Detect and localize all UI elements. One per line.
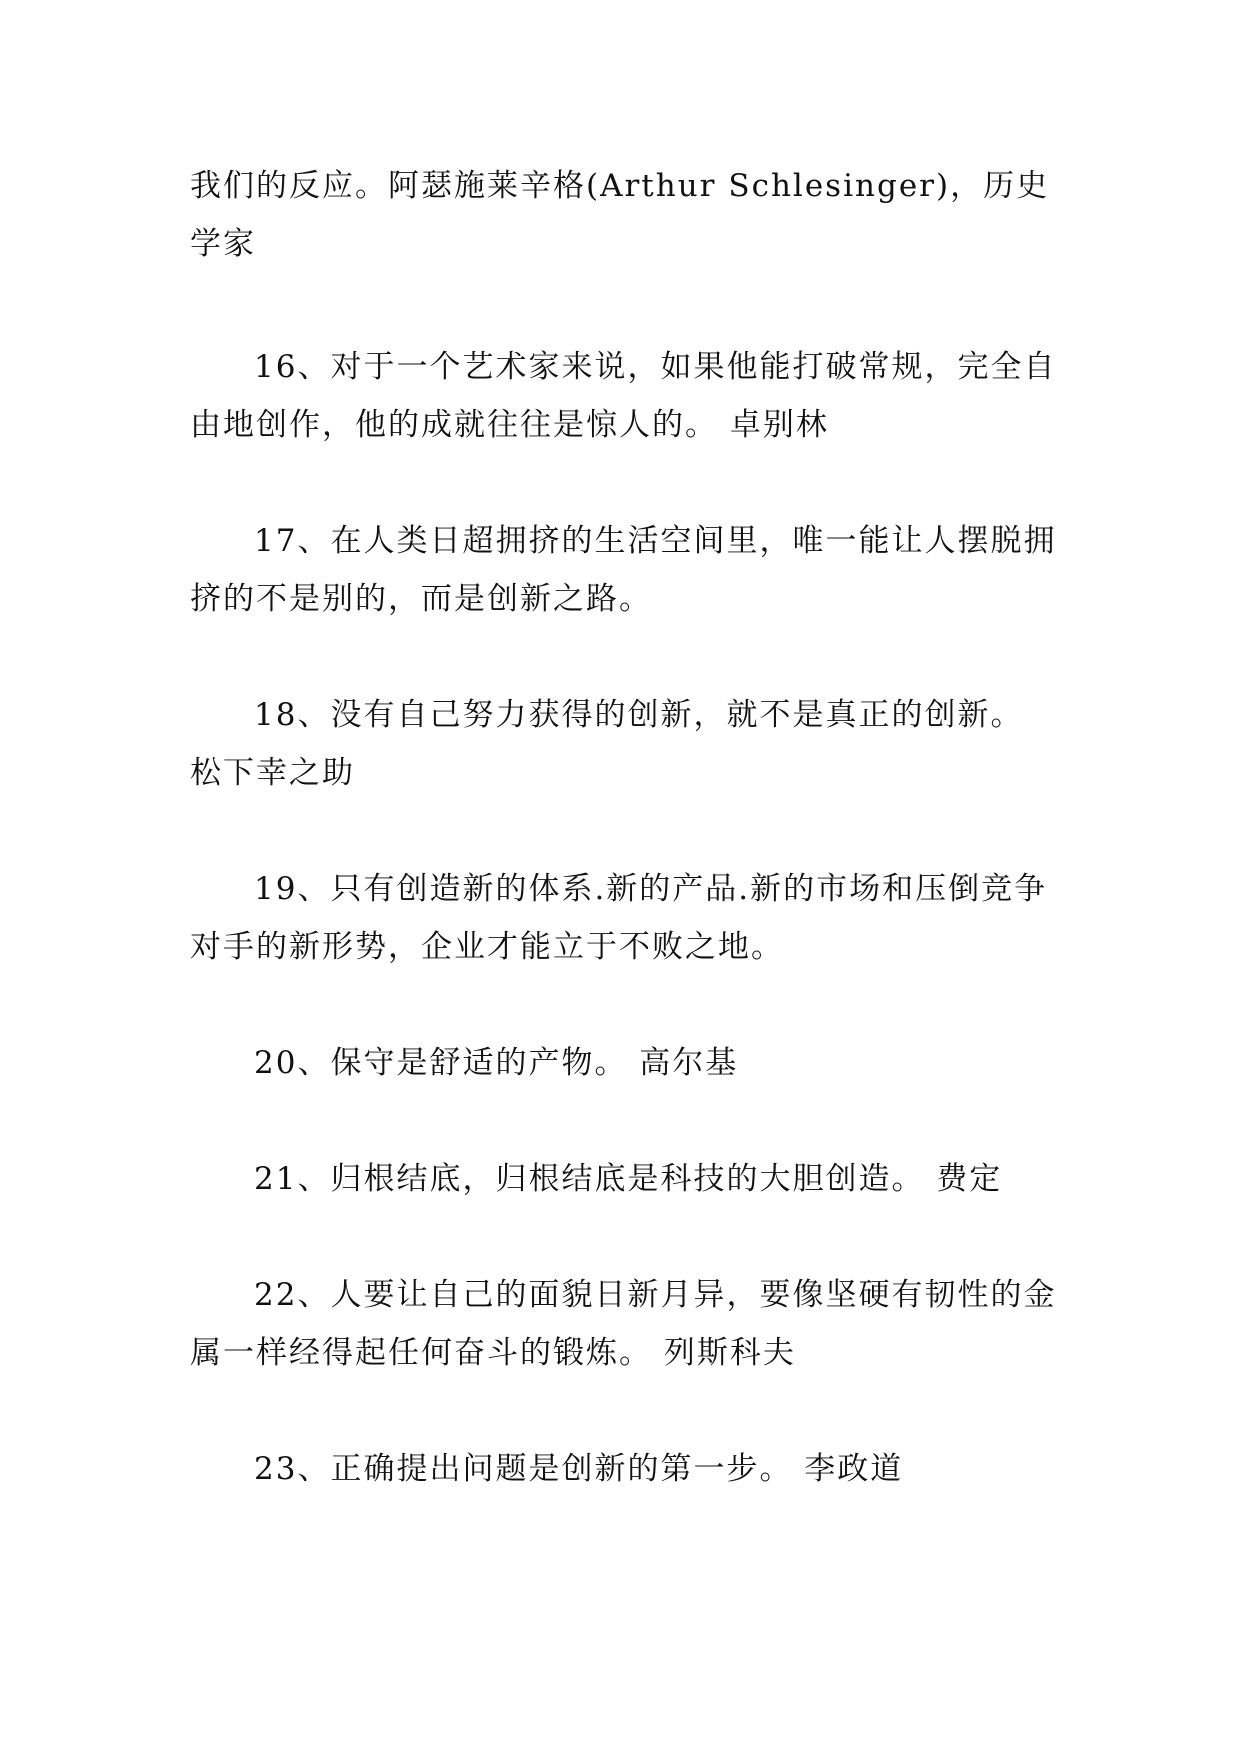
quote-16: 16、对于一个艺术家来说，如果他能打破常规，完全自由地创作，他的成就往往是惊人的。 卓别林 [190,349,1057,443]
paragraph-continuation: 我们的反应。阿瑟施莱辛格(Arthur Schlesinger)，历史学家 [190,168,1050,262]
quote-20: 20、保守是舒适的产物。 高尔基 [254,1045,739,1081]
quote-21: 21、归根结底，归根结底是科技的大胆创造。 费定 [254,1161,1003,1197]
quote-19: 19、只有创造新的体系.新的产品.新的市场和压倒竞争对手的新形势，企业才能立于不败之地。 [190,871,1048,965]
quote-23: 23、正确提出问题是创新的第一步。 李政道 [254,1451,904,1487]
quote-18: 18、没有自己努力获得的创新，就不是真正的创新。 松下幸之助 [190,697,1024,791]
quote-17: 17、在人类日超拥挤的生活空间里，唯一能让人摆脱拥挤的不是别的，而是创新之路。 [190,523,1057,617]
quote-22: 22、人要让自己的面貌日新月异，要像坚硬有韧性的金属一样经得起任何奋斗的锻炼。 列斯科夫 [190,1277,1057,1371]
